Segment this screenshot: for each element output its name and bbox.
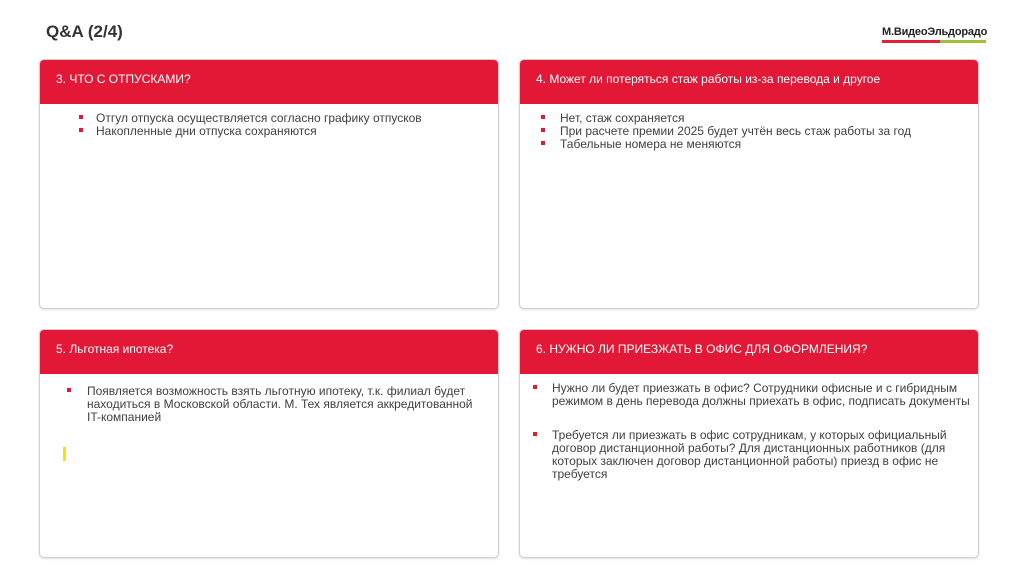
yellow-cursor-mark bbox=[63, 447, 66, 461]
qa-card-seniority bbox=[519, 59, 979, 309]
list-item: Табельные номера не меняются bbox=[538, 138, 970, 151]
list-item: Накопленные дни отпуска сохраняются bbox=[76, 125, 498, 138]
card-body bbox=[520, 374, 978, 481]
list-item: Появляется возможность взять льготную ипотеку, т.к. филиал будет находиться в Московской области. М. Тех является аккредитованной IT-компанией bbox=[64, 385, 487, 424]
list-item: Отгул отпуска осуществляется согласно графику отпусков bbox=[76, 112, 498, 125]
card-body bbox=[40, 374, 498, 424]
card-body bbox=[520, 104, 978, 151]
bullet-list bbox=[530, 382, 978, 481]
card-title: 5. Льготная ипотека? bbox=[40, 330, 498, 374]
card-body bbox=[40, 104, 498, 138]
card-title: 3. ЧТО С ОТПУСКАМИ? bbox=[40, 60, 498, 104]
list-item: При расчете премии 2025 будет учтён весь стаж работы за год bbox=[538, 125, 970, 138]
list-item: Требуется ли приезжать в офис сотрудникам, у которых официальный договор дистанционной работы? Для дистанционных работников (для которых заключен договор дистанционной работы) приезд в офис не требуется bbox=[530, 429, 972, 481]
list-item: Нужно ли будет приезжать в офис? Сотрудники офисные и с гибридным режимом в день перевода должны приехать в офис, подписать документы bbox=[530, 382, 972, 408]
qa-card-mortgage bbox=[39, 329, 499, 558]
bullet-list bbox=[538, 112, 978, 151]
card-title: 6. НУЖНО ЛИ ПРИЕЗЖАТЬ В ОФИС ДЛЯ ОФОРМЛЕНИЯ? bbox=[520, 330, 978, 374]
bullet-list bbox=[76, 112, 498, 138]
logo-underline bbox=[882, 40, 986, 43]
page-title: Q&A (2/4) bbox=[46, 22, 123, 41]
company-logo: М.ВидеоЭльдорадо bbox=[882, 26, 988, 38]
qa-card-vacations bbox=[39, 59, 499, 309]
list-item: Нет, стаж сохраняется bbox=[538, 112, 970, 125]
card-title: 4. Может ли потеряться стаж работы из-за перевода и другое bbox=[520, 60, 978, 104]
qa-card-office-visit bbox=[519, 329, 979, 558]
bullet-list bbox=[64, 385, 498, 424]
